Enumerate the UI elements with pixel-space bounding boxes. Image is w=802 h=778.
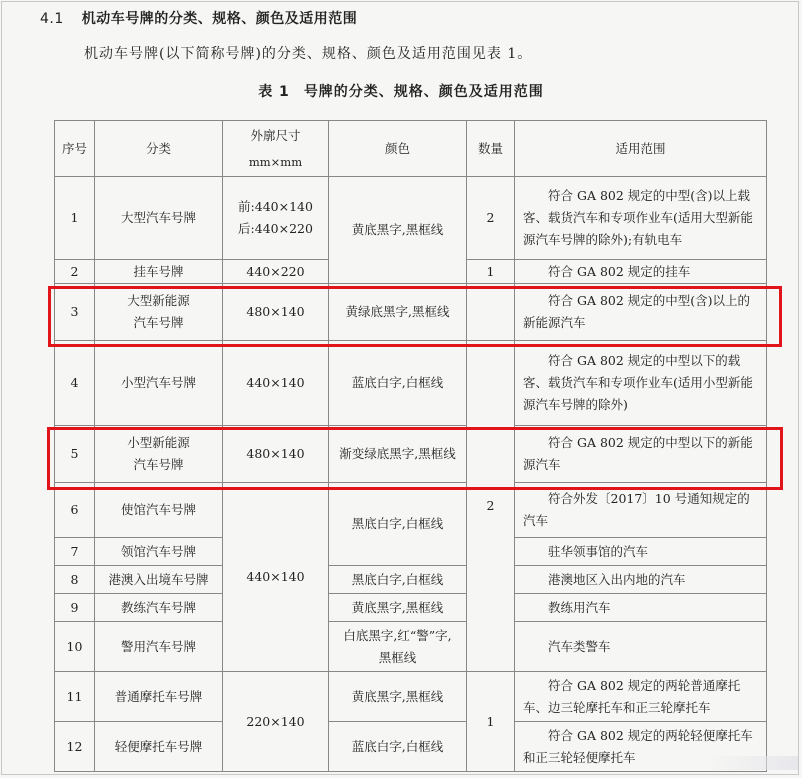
section-number: 4.1 bbox=[40, 11, 64, 27]
cell-size: 440×140 bbox=[223, 341, 329, 426]
cell-scope: 符合 GA 802 规定的中型以下的载客、载货汽车和专项作业车(适用小型新能源汽车号牌的除外) bbox=[515, 341, 767, 426]
cell-category: 轻便摩托车号牌 bbox=[95, 722, 223, 772]
header-size bbox=[223, 121, 329, 177]
header-seq: 序号 bbox=[55, 121, 95, 177]
table-caption bbox=[0, 81, 802, 101]
table-row bbox=[55, 672, 767, 722]
cell-color: 蓝底白字,白框线 bbox=[329, 722, 467, 772]
cell-seq: 1 bbox=[55, 177, 95, 260]
cell-qty: 1 bbox=[467, 260, 515, 284]
cell-color: 黄底黑字,黑框线 bbox=[329, 594, 467, 622]
cell-size: 480×140 bbox=[223, 284, 329, 341]
cell-scope: 符合外发〔2017〕10 号通知规定的汽车 bbox=[515, 483, 767, 538]
table-title: 号牌的分类、规格、颜色及适用范围 bbox=[303, 84, 544, 100]
table-row bbox=[55, 594, 767, 622]
highlight-box-large-new-energy bbox=[48, 286, 782, 347]
cell-seq: 3 bbox=[55, 284, 95, 341]
cell-seq: 2 bbox=[55, 260, 95, 284]
cell-seq: 11 bbox=[55, 672, 95, 722]
cell-category-line2: 汽车号牌 bbox=[133, 315, 184, 330]
cell-scope: 符合 GA 802 规定的中型(含)以上载客、载货汽车和专项作业车(适用大型新能源汽车号牌的除外);有轨电车 bbox=[515, 177, 767, 260]
cell-scope: 符合 GA 802 规定的两轮普通摩托车、边三轮摩托车和正三轮摩托车 bbox=[515, 672, 767, 722]
cell-color: 渐变绿底黑字,黑框线 bbox=[329, 426, 467, 483]
header-qty: 数量 bbox=[467, 121, 515, 177]
cell-category: 使馆汽车号牌 bbox=[95, 483, 223, 538]
cell-seq: 5 bbox=[55, 426, 95, 483]
cell-seq: 10 bbox=[55, 622, 95, 672]
table-row bbox=[55, 566, 767, 594]
table-header-row bbox=[55, 121, 767, 177]
cell-color-merged: 黄底黑字,黑框线 bbox=[329, 177, 467, 284]
cell-category: 领馆汽车号牌 bbox=[95, 538, 223, 566]
cell-size-rear: 后:440×220 bbox=[238, 221, 313, 236]
cell-color bbox=[329, 622, 467, 672]
cell-scope: 符合 GA 802 规定的两轮轻便摩托车和正三轮轻便摩托车 bbox=[515, 722, 767, 772]
cell-seq: 7 bbox=[55, 538, 95, 566]
cell-scope: 符合 GA 802 规定的中型以下的新能源汽车 bbox=[515, 426, 767, 483]
cell-size bbox=[223, 177, 329, 260]
section-heading bbox=[40, 8, 357, 28]
cell-qty-merged: 1 bbox=[467, 672, 515, 772]
cell-scope: 符合 GA 802 规定的挂车 bbox=[515, 260, 767, 284]
cell-color-line2: 黑框线 bbox=[378, 649, 417, 665]
cell-seq: 12 bbox=[55, 722, 95, 772]
cell-seq: 8 bbox=[55, 566, 95, 594]
cell-seq: 9 bbox=[55, 594, 95, 622]
cell-color: 黄绿底黑字,黑框线 bbox=[329, 284, 467, 341]
cell-category-line1: 小型新能源 bbox=[127, 435, 190, 450]
cell-scope: 驻华领事馆的汽车 bbox=[515, 538, 767, 566]
cell-color: 黄底黑字,黑框线 bbox=[329, 672, 467, 722]
cell-size-merged: 220×140 bbox=[223, 672, 329, 772]
highlight-box-small-new-energy bbox=[47, 427, 783, 490]
cell-category: 普通摩托车号牌 bbox=[95, 672, 223, 722]
cell-scope: 港澳地区入出内地的汽车 bbox=[515, 566, 767, 594]
table-row bbox=[55, 483, 767, 538]
header-color: 颜色 bbox=[329, 121, 467, 177]
cell-category-line2: 汽车号牌 bbox=[133, 457, 184, 472]
intro-paragraph: 机动车号牌(以下简称号牌)的分类、规格、颜色及适用范围见表 1。 bbox=[84, 46, 533, 62]
cell-category: 教练汽车号牌 bbox=[95, 594, 223, 622]
cell-category: 警用汽车号牌 bbox=[95, 622, 223, 672]
header-size-line2: mm×mm bbox=[248, 154, 303, 169]
cell-category: 挂车号牌 bbox=[95, 260, 223, 284]
cell-size: 440×220 bbox=[223, 260, 329, 284]
cell-category: 大型汽车号牌 bbox=[95, 177, 223, 260]
cell-color: 蓝底白字,白框线 bbox=[329, 341, 467, 426]
cell-qty: 2 bbox=[467, 177, 515, 260]
cell-color: 黑底白字,白框线 bbox=[329, 566, 467, 594]
table-row bbox=[55, 177, 767, 260]
cell-scope: 符合 GA 802 规定的中型(含)以上的新能源汽车 bbox=[515, 284, 767, 341]
cell-color-merged: 黑底白字,白框线 bbox=[329, 483, 467, 566]
cell-qty-merged: 2 bbox=[467, 341, 515, 672]
table-number: 表 1 bbox=[258, 84, 290, 100]
header-scope: 适用范围 bbox=[515, 121, 767, 177]
cell-category: 小型汽车号牌 bbox=[95, 341, 223, 426]
cell-color-line1: 白底黑字,红“警”字, bbox=[343, 627, 452, 643]
header-size-line1: 外廓尺寸 bbox=[250, 127, 301, 143]
header-category: 分类 bbox=[95, 121, 223, 177]
table-row bbox=[55, 341, 767, 426]
cell-seq: 6 bbox=[55, 483, 95, 538]
cell-size-front: 前:440×140 bbox=[238, 199, 313, 214]
cell-category-line1: 大型新能源 bbox=[127, 293, 190, 308]
table-row bbox=[55, 622, 767, 672]
section-title: 机动车号牌的分类、规格、颜色及适用范围 bbox=[81, 11, 358, 27]
cell-scope: 教练用汽车 bbox=[515, 594, 767, 622]
cell-size: 480×140 bbox=[223, 426, 329, 483]
table-row bbox=[55, 722, 767, 772]
cell-category: 港澳入出境车号牌 bbox=[95, 566, 223, 594]
cell-scope: 汽车类警车 bbox=[515, 622, 767, 672]
watermark bbox=[708, 756, 798, 770]
cell-seq: 4 bbox=[55, 341, 95, 426]
cell-size-merged: 440×140 bbox=[223, 483, 329, 672]
